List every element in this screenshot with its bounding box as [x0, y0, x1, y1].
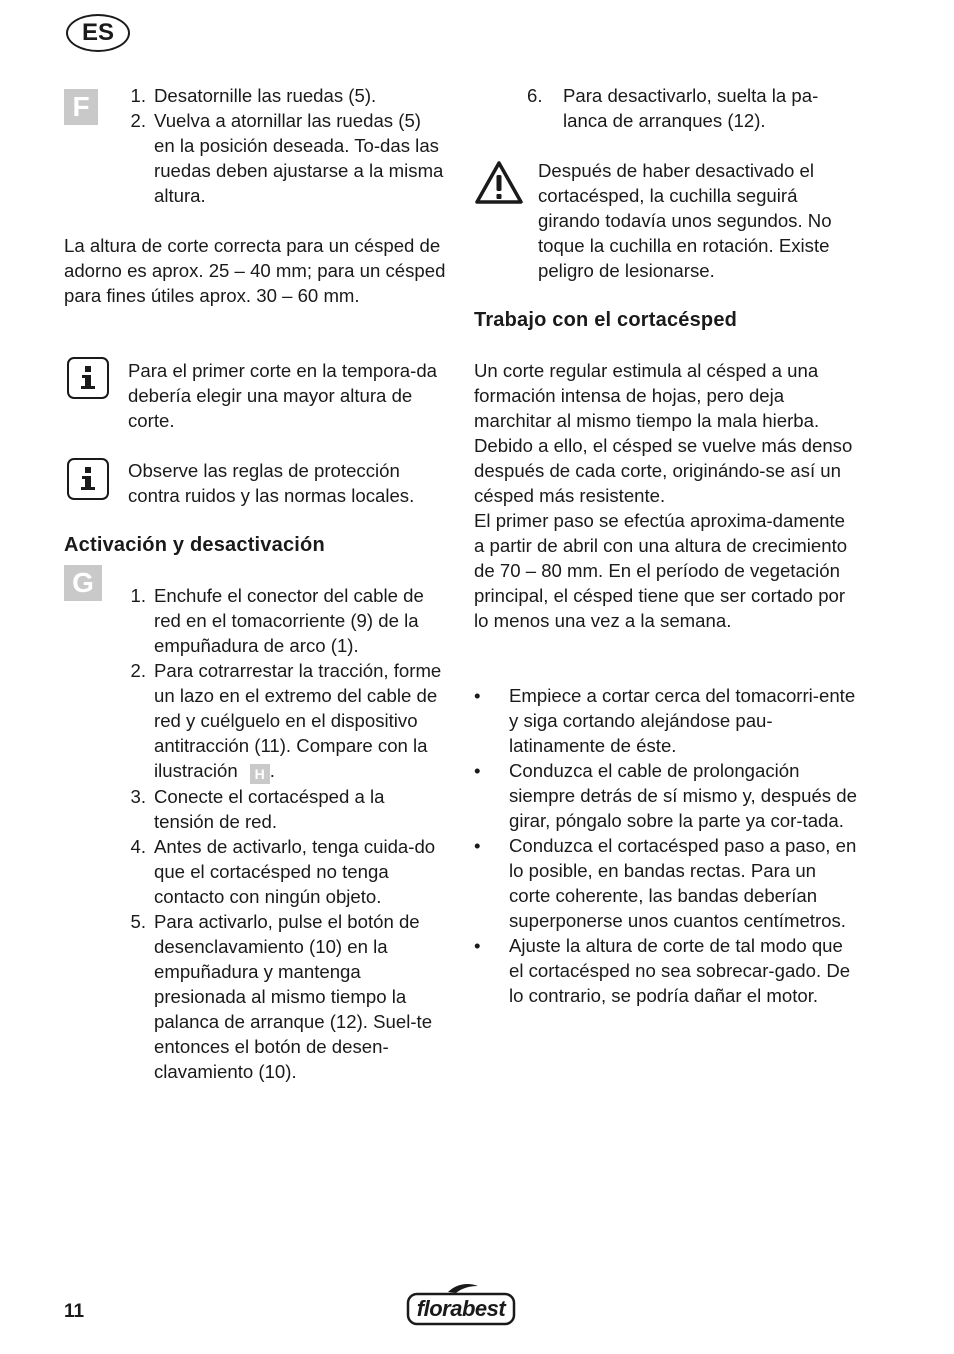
list-item	[527, 83, 857, 133]
activation-steps-list	[118, 583, 450, 1084]
florabest-logo	[406, 1282, 516, 1328]
step-text: Conecte el cortacésped a la tensión de red.	[154, 786, 385, 832]
work-tips-list	[474, 683, 860, 1008]
list-item	[474, 933, 860, 1008]
step-text-wrapper	[154, 658, 446, 784]
figure-ref-h: H	[250, 764, 270, 784]
list-item	[474, 683, 860, 758]
bullet-text: Conduzca el cortacésped paso a paso, en lo posible, en bandas rectas. Para un corte coherente, las bandas deberían superponerse unos cuantos centímetros.	[509, 835, 857, 931]
page-number: 11	[64, 1301, 85, 1322]
step-text: Desatornille las ruedas (5).	[154, 85, 377, 106]
work-heading: Trabajo con el cortacésped	[474, 309, 738, 331]
bullet-text: Empiece a cortar cerca del tomacorri-ente y siga cortando alejándose pau-latinamente de éste.	[509, 685, 856, 756]
step-number: 2.	[130, 660, 146, 681]
step-text: Antes de activarlo, tenga cuida-do que el cortacésped no tenga contacto con ningún objeto.	[154, 836, 436, 907]
step-text: Para activarlo, pulse el botón de desenclavamiento (10) en la empuñadura y mantenga presionada al mismo tiempo la palanca de arranque (12). Suel-te entonces el botón de desen-clavamiento (10).	[154, 911, 433, 1082]
list-item	[118, 658, 450, 784]
list-item	[118, 909, 450, 1084]
figure-label-f: F	[64, 89, 98, 125]
step-number: 3.	[130, 786, 146, 807]
step-text: Vuelva a atornillar las ruedas (5) en la posición deseada. To-das las ruedas deben ajustarse a la misma altura.	[154, 110, 444, 206]
warning-text: Después de haber desactivado el cortacésped, la cuchilla seguirá girando todavía unos segundos. No toque la cuchilla en rotación. Existe peligro de lesionarse.	[538, 160, 832, 281]
work-paragraph-2: El primer paso se efectúa aproxima-damente a partir de abril con una altura de crecimiento de 70 – 80 mm. En el período de vegetación principal, el césped tiene que ser cortado por lo menos una vez a la semana.	[474, 510, 848, 631]
step-text: Para desactivarlo, suelta la pa-lanca de arranques (12).	[563, 85, 819, 131]
wheel-steps-list	[118, 83, 448, 208]
bullet-text: Conduzca el cable de prolongación siempre detrás de sí mismo y, después de girar, póngalo sobre la parte ya cor-tada.	[509, 760, 857, 831]
activation-heading: Activación y desactivación	[64, 534, 325, 556]
language-badge: ES	[66, 14, 130, 52]
logo-text: florabest	[416, 1296, 506, 1321]
info-note-first-cut: Para el primer corte en la tempora-da debería elegir una mayor altura de corte.	[128, 360, 438, 431]
step-number: 5.	[130, 911, 146, 932]
list-item	[118, 108, 448, 208]
work-paragraph-1: Un corte regular estimula al césped a una formación intensa de hojas, pero deja marchitar al mismo tiempo la mala hierba. Debido a ello, el césped se vuelve más denso después de cada corte, originándo-se así un césped más resistente.	[474, 360, 853, 506]
bullet: •	[474, 835, 481, 856]
cutting-height-paragraph: La altura de corte correcta para un césped de adorno es aprox. 25 – 40 mm; para un césped para fines útiles aprox. 30 – 60 mm.	[64, 235, 446, 306]
bullet-text: Ajuste la altura de corte de tal modo que el cortacésped no sea sobrecar-gado. De lo contrario, se podría dañar el motor.	[509, 935, 851, 1006]
figure-label-g: G	[64, 565, 102, 601]
info-icon	[67, 458, 109, 500]
warning-triangle-icon	[474, 160, 524, 206]
step-number: 1.	[130, 85, 146, 106]
step-number: 2.	[130, 110, 146, 131]
list-item	[118, 784, 450, 834]
list-item	[118, 583, 450, 658]
list-item	[118, 83, 448, 108]
step-text: Para cotrarrestar la tracción, forme un lazo en el extremo del cable de red y cuélguelo en el dispositivo antitracción (11). Compare con la ilustración	[154, 660, 442, 781]
list-item	[474, 833, 860, 933]
deactivation-steps-list	[527, 83, 857, 133]
bullet: •	[474, 760, 481, 781]
step-number: 1.	[130, 585, 146, 606]
info-icon	[67, 357, 109, 399]
info-note-noise-rules: Observe las reglas de protección contra ruidos y las normas locales.	[128, 460, 415, 506]
list-item	[118, 834, 450, 909]
step-text: Enchufe el conector del cable de red en el tomacorriente (9) de la empuñadura de arco (1).	[154, 585, 424, 656]
step-suffix: .	[269, 760, 275, 781]
step-number: 4.	[130, 836, 146, 857]
bullet: •	[474, 935, 481, 956]
step-number: 6.	[527, 85, 543, 106]
list-item	[474, 758, 860, 833]
bullet: •	[474, 685, 481, 706]
